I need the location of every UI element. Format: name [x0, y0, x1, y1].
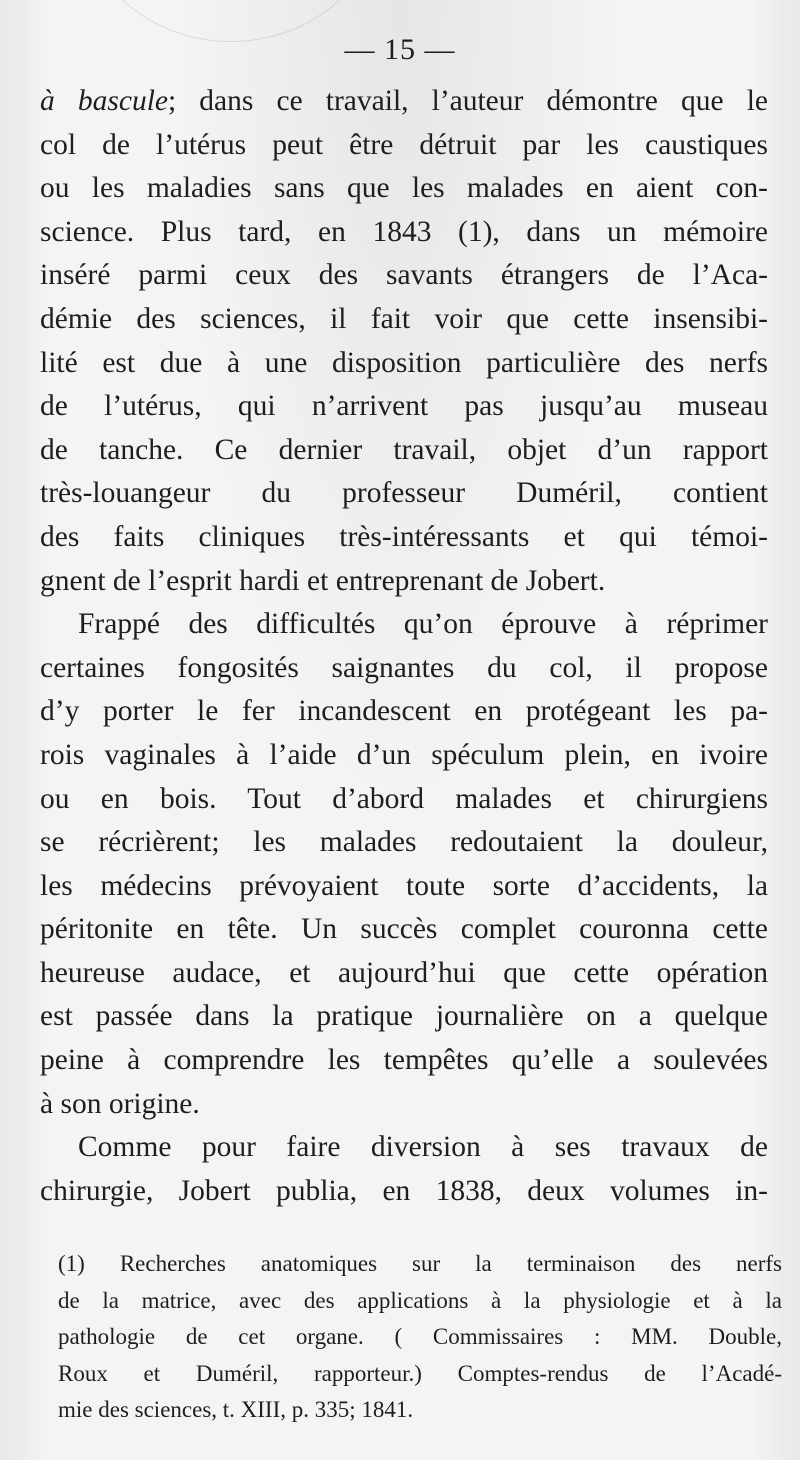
text-line: science. Plus tard, en 1843 (1), dans un mémoire — [40, 215, 768, 248]
text-line: très-louangeur du professeur Duméril, contient — [40, 477, 768, 510]
text-line: chirurgie, Jobert publia, en 1838, deux volumes in- — [40, 1174, 768, 1207]
text-line: Comme pour faire diversion à ses travaux de — [78, 1131, 768, 1164]
footnote-line: (1) Recherches anatomiques sur la terminaison des nerfs — [58, 1251, 782, 1276]
text-line: de l’utérus, qui n’arrivent pas jusqu’au museau — [40, 390, 768, 423]
text-line: ou les maladies sans que les malades en aient con- — [40, 172, 768, 205]
footnote-line: Roux et Duméril, rapporteur.) Comptes-rendus de l’Acadé- — [58, 1360, 782, 1386]
text-line: des faits cliniques très-intéressants et qui témoi- — [40, 520, 768, 553]
footnote-line: pathologie de cet organe. ( Commissaires : MM. Double, — [58, 1324, 782, 1349]
text-line: est passée dans la pratique journalière on a quelque — [40, 1000, 768, 1033]
text-line: de tanche. Ce dernier travail, objet d’un rapport — [40, 433, 768, 466]
text-line: se récrièrent; les malades redoutaient la douleur, — [40, 826, 768, 859]
footnote — [58, 1246, 782, 1429]
text-line: certaines fongosités saignantes du col, il propose — [40, 651, 768, 684]
text-line: à son origine. — [40, 1087, 200, 1120]
text-line: peine à comprendre les tempêtes qu’elle a soulevées — [40, 1044, 768, 1077]
text-line: démie des sciences, il fait voir que cette insensibi- — [40, 302, 768, 335]
text-line: à bascule; dans ce travail, l’auteur démontre que le — [40, 85, 768, 117]
text-line: ou en bois. Tout d’abord malades et chirurgiens — [40, 782, 768, 815]
text-line: lité est due à une disposition particulière des nerfs — [40, 346, 768, 379]
footnote-line: mie des sciences, t. XIII, p. 335; 1841. — [58, 1397, 414, 1422]
text-line: rois vaginales à l’aide d’un spéculum plein, en ivoire — [40, 738, 768, 771]
text-line: Frappé des difficultés qu’on éprouve à réprimer — [78, 608, 768, 641]
body-text — [40, 80, 768, 1213]
text-line: les médecins prévoyaient toute sorte d’accidents, la — [40, 869, 768, 902]
text-line: col de l’utérus peut être détruit par les caustiques — [40, 128, 768, 161]
text-line: heureuse audace, et aujourd’hui que cette opération — [40, 956, 768, 989]
text-line: d’y porter le fer incandescent en protégeant les pa- — [40, 695, 768, 728]
paragraph-2 — [40, 603, 768, 1126]
footnote-line: de la matrice, avec des applications à la physiologie et à la — [58, 1287, 782, 1313]
text-line: péritonite en tête. Un succès complet couronna cette — [40, 913, 768, 946]
paragraph-3 — [40, 1126, 768, 1213]
paragraph-1 — [40, 80, 768, 603]
text-line: gnent de l’esprit hardi et entreprenant de Jobert. — [40, 564, 606, 597]
page-number: — 15 — — [344, 33, 456, 66]
text-line: inséré parmi ceux des savants étrangers de l’Aca- — [40, 259, 768, 292]
italic-phrase: à bascule — [40, 85, 168, 117]
